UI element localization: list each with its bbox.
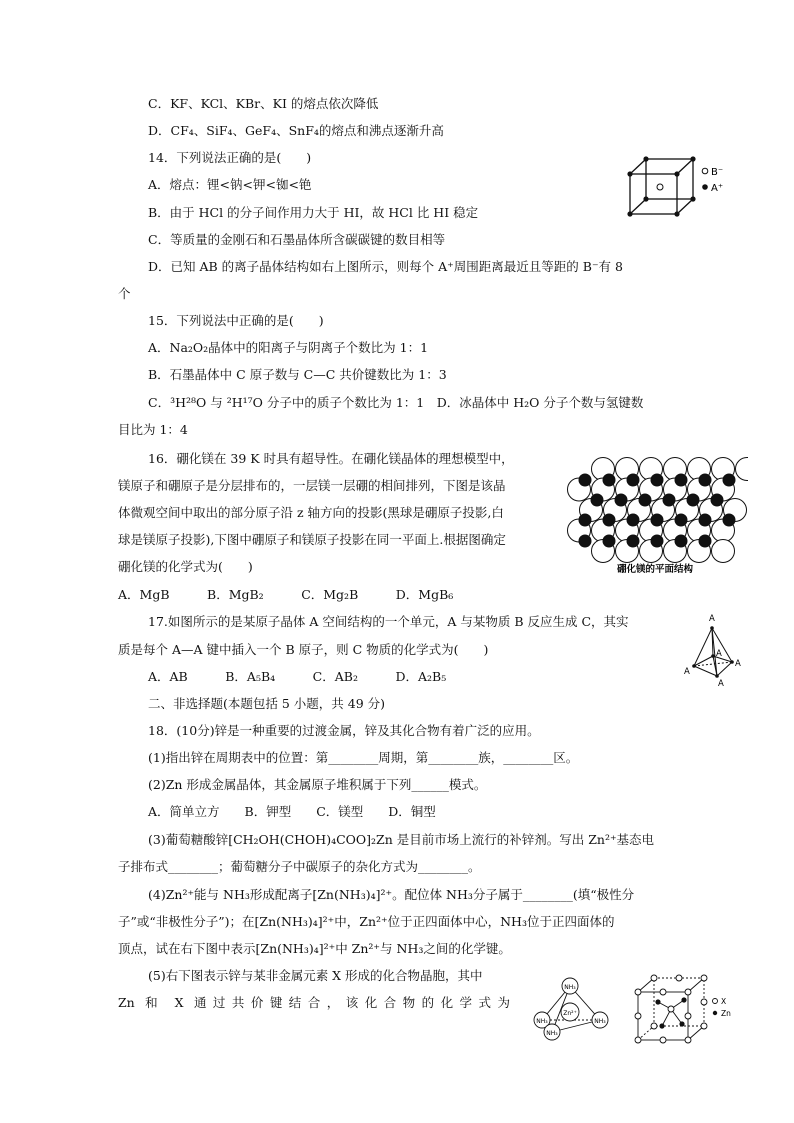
atom-a-label-right: A [735, 659, 741, 669]
options-q17: A．AB B．A₅B₄ C．AB₂ D．A₂B₅ [148, 669, 447, 684]
option-c-q13: C．KF、KCl、KBr、KI 的熔点依次降低 [148, 96, 379, 111]
b-atom [627, 474, 639, 486]
option-b-q15: B．石墨晶体中 C 原子数与 C—C 共价键数比为 1：3 [148, 367, 447, 382]
question-17-stem: 17.如图所示的是某原子晶体 A 空间结构的一个单元，A 与某物质 B 反应生成 C，其实 [148, 614, 629, 629]
b-atom [711, 494, 723, 506]
atom-a-label-bottom: A [718, 679, 724, 689]
b-atom [699, 514, 711, 526]
b-atom [579, 514, 591, 526]
mgb2-caption: 硼化镁的平面结构 [616, 564, 694, 575]
question-18-stem: 18．(10分)锌是一种重要的过渡金属，锌及其化合物有着广泛的应用。 [148, 723, 540, 738]
atom-a-label-top: A [709, 614, 715, 624]
b-atom [687, 494, 699, 506]
legend-b-label: B⁻ [711, 167, 724, 178]
b-atom [579, 535, 591, 547]
b-atom [699, 474, 711, 486]
question-16-line5: 硼化镁的化学式为( ) [118, 559, 253, 574]
question-16-stem: 16．硼化镁在 39 K 时具有超导性。在硼化镁晶体的理想模型中， [148, 451, 514, 466]
option-b-q14: B．由于 HCl 的分子间作用力大于 HI，故 HCl 比 HI 稳定 [148, 205, 479, 220]
question-16-line4: 球是镁原子投影),下图中硼原子和镁原子投影在同一平面上.根据图确定 [118, 532, 506, 547]
question-18-part3: (3)葡萄糖酸锌[CH₂OH(CHOH)₄COO]₂Zn 是目前市场上流行的补锌剂。写出 Zn²⁺基态电 [148, 832, 655, 847]
legend-x-label: X [721, 997, 727, 1006]
mg-atom [736, 458, 749, 481]
question-18-part4-cont1: 子”或“非极性分子”)；在[Zn(NH₃)₄]²⁺中，Zn²⁺位于正四面体中心，NH₃位于正四面体的 [118, 914, 615, 929]
b-atom [603, 514, 615, 526]
zn-x-unit-cell-figure [632, 972, 744, 1048]
b-atom [603, 474, 615, 486]
mg-atom [712, 540, 735, 563]
b-atom [651, 474, 663, 486]
b-atom [663, 494, 675, 506]
question-18-part2: (2)Zn 形成金属晶体，其金属原子堆积属于下列______模式。 [148, 777, 487, 792]
b-atom [723, 514, 735, 526]
ab-crystal-cube-figure [620, 150, 730, 222]
option-d-q15-cont: 目比为 1：4 [118, 422, 188, 437]
question-18-part5-cont: Zn 和 X 通过共价键结合，该化合物的化学式为 [118, 995, 510, 1010]
question-18-part3-cont: 子排布式________；葡萄糖分子中碳原子的杂化方式为________。 [118, 859, 481, 874]
b-atom [675, 514, 687, 526]
zn-ammine-complex-figure [526, 972, 618, 1048]
question-18-part4-cont2: 顶点，试在右下图中表示[Zn(NH₃)₄]²⁺中 Zn²⁺与 NH₃之间的化学键。 [118, 941, 511, 956]
question-17-line2: 质是每个 A—A 键中插入一个 B 原子，则 C 物质的化学式为( ) [118, 642, 489, 657]
b-atom [675, 535, 687, 547]
option-d-q13: D．CF₄、SiF₄、GeF₄、SnF₄的熔点和沸点逐渐升高 [148, 123, 444, 138]
option-d-q14-cont: 个 [118, 286, 131, 301]
question-16-line2: 镁原子和硼原子是分层排布的，一层镁一层硼的相间排列，下图是该晶 [118, 478, 506, 493]
question-18-part5: (5)右下图表示锌与某非金属元素 X 形成的化合物晶胞，其中 [148, 968, 483, 983]
option-d-q14: D．已知 AB 的离子晶体结构如右上图所示，则每个 A⁺周围距离最近且等距的 B⁻有 8 [148, 259, 623, 274]
question-18-part1: (1)指出锌在周期表中的位置：第________周期，第________族，________区。 [148, 750, 579, 765]
nh3-label-left: NH₃ [536, 1018, 548, 1025]
b-atom [723, 474, 735, 486]
b-atom [651, 535, 663, 547]
atom-a-label-left: A [684, 667, 690, 677]
option-c-q14: C．等质量的金刚石和石墨晶体所含碳碳键的数目相等 [148, 232, 446, 247]
b-atom [627, 535, 639, 547]
b-atom [627, 514, 639, 526]
question-14-stem: 14．下列说法正确的是( ) [148, 150, 312, 165]
question-16-line3: 体微观空间中取出的部分原子沿 z 轴方向的投影(黑球是硼原子投影,白 [118, 505, 504, 520]
option-a-q14: A．熔点：锂<钠<钾<铷<铯 [148, 177, 312, 192]
atomic-crystal-unit-figure [682, 610, 746, 690]
b-atom [699, 535, 711, 547]
zn-ion-label: Zn²⁺ [563, 1010, 577, 1017]
nh3-label-top: NH₃ [564, 984, 576, 991]
b-atom [675, 474, 687, 486]
b-atom [579, 474, 591, 486]
nh3-label-right: NH₃ [594, 1018, 606, 1025]
options-q18-part2: A．简单立方 B．钾型 C．镁型 D．铜型 [148, 804, 436, 819]
b-atom [615, 494, 627, 506]
atom-a-label-center: A [716, 649, 722, 659]
legend-zn-label: Zn [721, 1009, 731, 1018]
b-atom [639, 494, 651, 506]
legend-a-label: A⁺ [711, 183, 724, 194]
option-c-d-q15: C．³H²⁸O 与 ²H¹⁷O 分子中的质子个数比为 1：1 D．冰晶体中 H₂O 分子个数与氢键数 [148, 395, 644, 410]
nh3-label-bottom: NH₃ [546, 1030, 558, 1037]
option-a-q15: A．Na₂O₂晶体中的阳离子与阴离子个数比为 1：1 [148, 340, 429, 355]
question-15-stem: 15．下列说法中正确的是( ) [148, 313, 324, 328]
b-atom [591, 494, 603, 506]
section-heading: 二、非选择题(本题包括 5 小题，共 49 分) [148, 696, 386, 711]
question-18-part4: (4)Zn²⁺能与 NH₃形成配离子[Zn(NH₃)₄]²⁺。配位体 NH₃分子属于________(填“极性分 [148, 887, 635, 902]
b-atom [651, 514, 663, 526]
b-atom [603, 535, 615, 547]
mgb2-planar-structure-figure [562, 452, 748, 580]
options-q16: A．MgB B．MgB₂ C．Mg₂B D．MgB₆ [118, 587, 454, 602]
